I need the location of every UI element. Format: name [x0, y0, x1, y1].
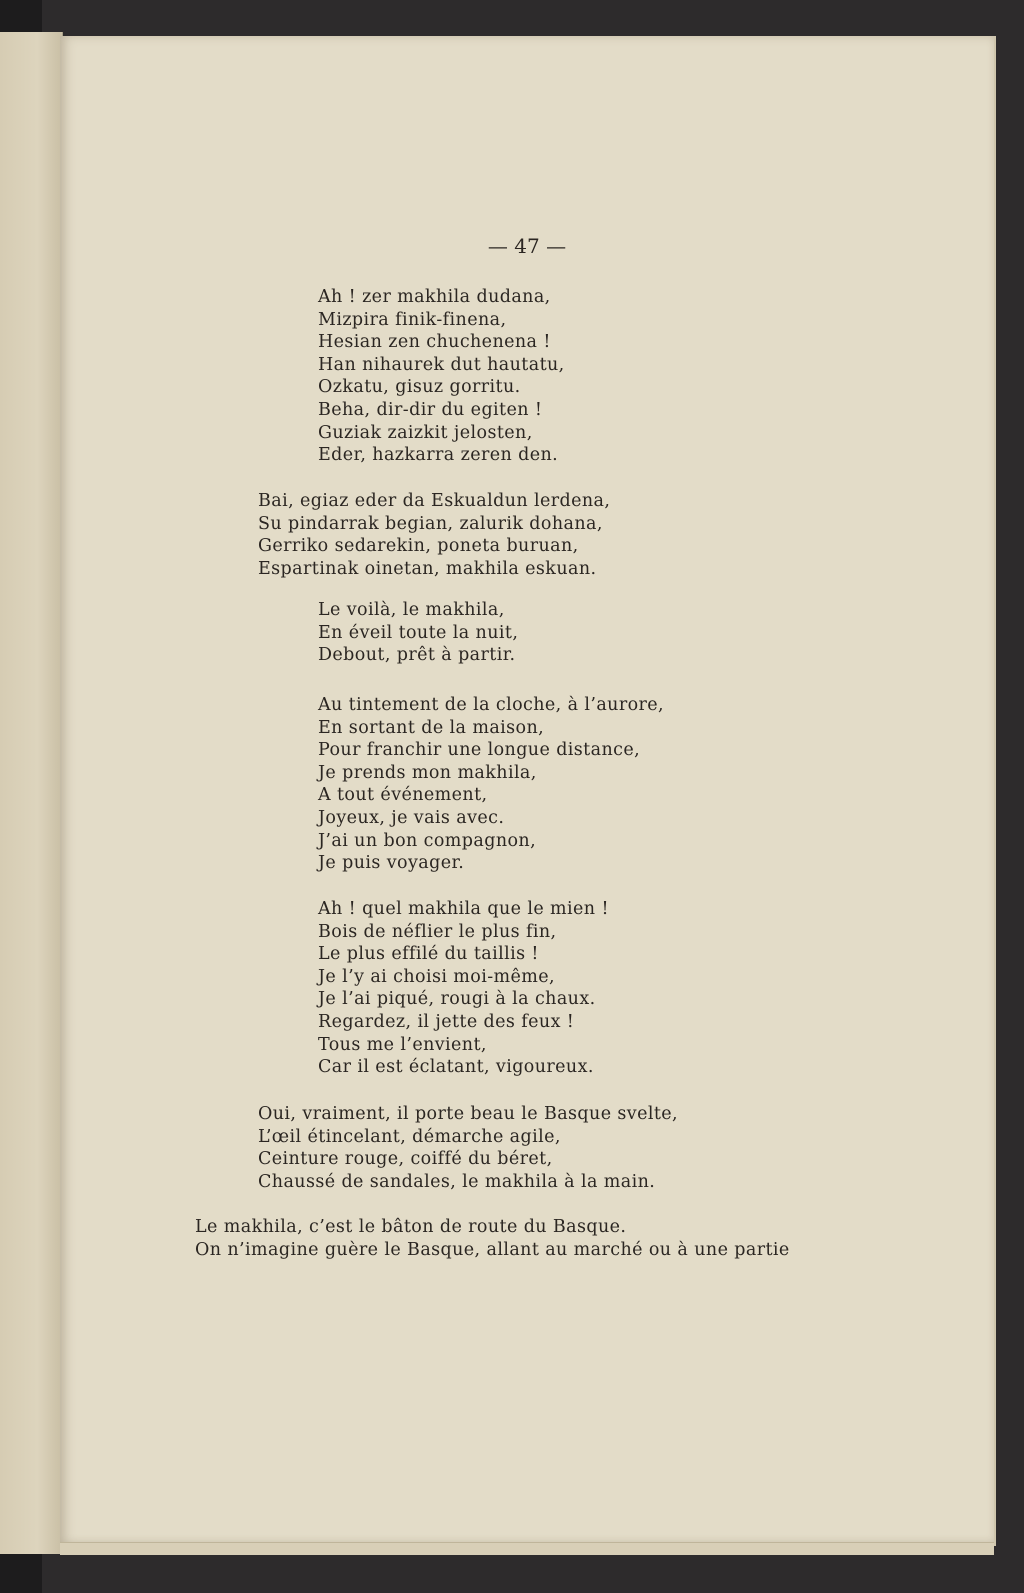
verse-line: Mizpira finik-finena, — [318, 309, 507, 330]
verse-line: Bai, egiaz eder da Eskualdun lerdena, — [258, 491, 611, 511]
verse-line: Chaussé de sandales, le makhila à la main. — [258, 1171, 656, 1192]
verse-line: Oui, vraiment, il porte beau le Basque svelte, — [258, 1104, 678, 1124]
verse-line: Au tintement de la cloche, à l’aurore, — [318, 695, 665, 715]
left-page-edge — [0, 32, 63, 1554]
verse-line: Tous me l’envient, — [318, 1034, 487, 1055]
verse-line: Je l’ai piqué, rougi à la chaux. — [318, 989, 596, 1010]
stanza-french-3 — [318, 898, 609, 1079]
stanza-french-4 — [258, 1103, 678, 1193]
verse-line: Gerriko sedarekin, poneta buruan, — [258, 536, 579, 557]
verse-line: Pour franchir une longue distance, — [318, 740, 641, 761]
verse-line: Le plus effilé du taillis ! — [318, 944, 539, 965]
verse-line: Ozkatu, gisuz gorritu. — [318, 377, 521, 398]
verse-line: Espartinak oinetan, makhila eskuan. — [258, 558, 597, 579]
verse-line: A tout événement, — [318, 785, 488, 806]
prose-line: Le makhila, c’est le bâton de route du Basque. — [195, 1217, 627, 1237]
verse-line: Beha, dir-dir du egiten ! — [318, 399, 543, 420]
verse-line: Su pindarrak begian, zalurik dohana, — [258, 513, 603, 534]
stanza-basque-1 — [318, 286, 565, 467]
verse-line: Je puis voyager. — [318, 853, 465, 874]
verse-line: Ceinture rouge, coiffé du béret, — [258, 1149, 553, 1170]
page-number: — 47 — — [487, 234, 567, 258]
verse-line: Eder, hazkarra zeren den. — [318, 445, 559, 466]
verse-line: Car il est éclatant, vigoureux. — [318, 1057, 594, 1078]
verse-line: L’œil étincelant, démarche agile, — [258, 1126, 561, 1147]
stanza-french-2 — [318, 694, 664, 875]
verse-line: Han nihaurek dut hautatu, — [318, 354, 565, 375]
verse-line: Regardez, il jette des feux ! — [318, 1011, 575, 1032]
verse-line: Guziak zaizkit jelosten, — [318, 422, 533, 443]
verse-line: Hesian zen chuchenena ! — [318, 332, 551, 353]
page-bottom-edge — [60, 1542, 994, 1555]
verse-line: Je prends mon makhila, — [318, 762, 537, 783]
book-page — [60, 36, 996, 1546]
verse-line: Debout, prêt à partir. — [318, 645, 516, 666]
verse-line: Ah ! quel makhila que le mien ! — [318, 899, 609, 919]
verse-line: Le voilà, le makhila, — [318, 600, 505, 620]
stanza-french-1 — [318, 599, 518, 667]
stanza-basque-2 — [258, 490, 610, 580]
verse-line: Ah ! zer makhila dudana, — [318, 287, 551, 307]
verse-line: Bois de néflier le plus fin, — [318, 921, 557, 942]
verse-line: Joyeux, je vais avec. — [318, 807, 505, 828]
verse-line: J’ai un bon compagnon, — [318, 830, 537, 851]
prose-line: On n’imagine guère le Basque, allant au marché ou à une partie — [195, 1239, 790, 1260]
verse-line: En éveil toute la nuit, — [318, 622, 519, 643]
verse-line: Je l’y ai choisi moi-même, — [318, 966, 555, 987]
prose-paragraph — [195, 1216, 790, 1261]
verse-line: En sortant de la maison, — [318, 717, 545, 738]
